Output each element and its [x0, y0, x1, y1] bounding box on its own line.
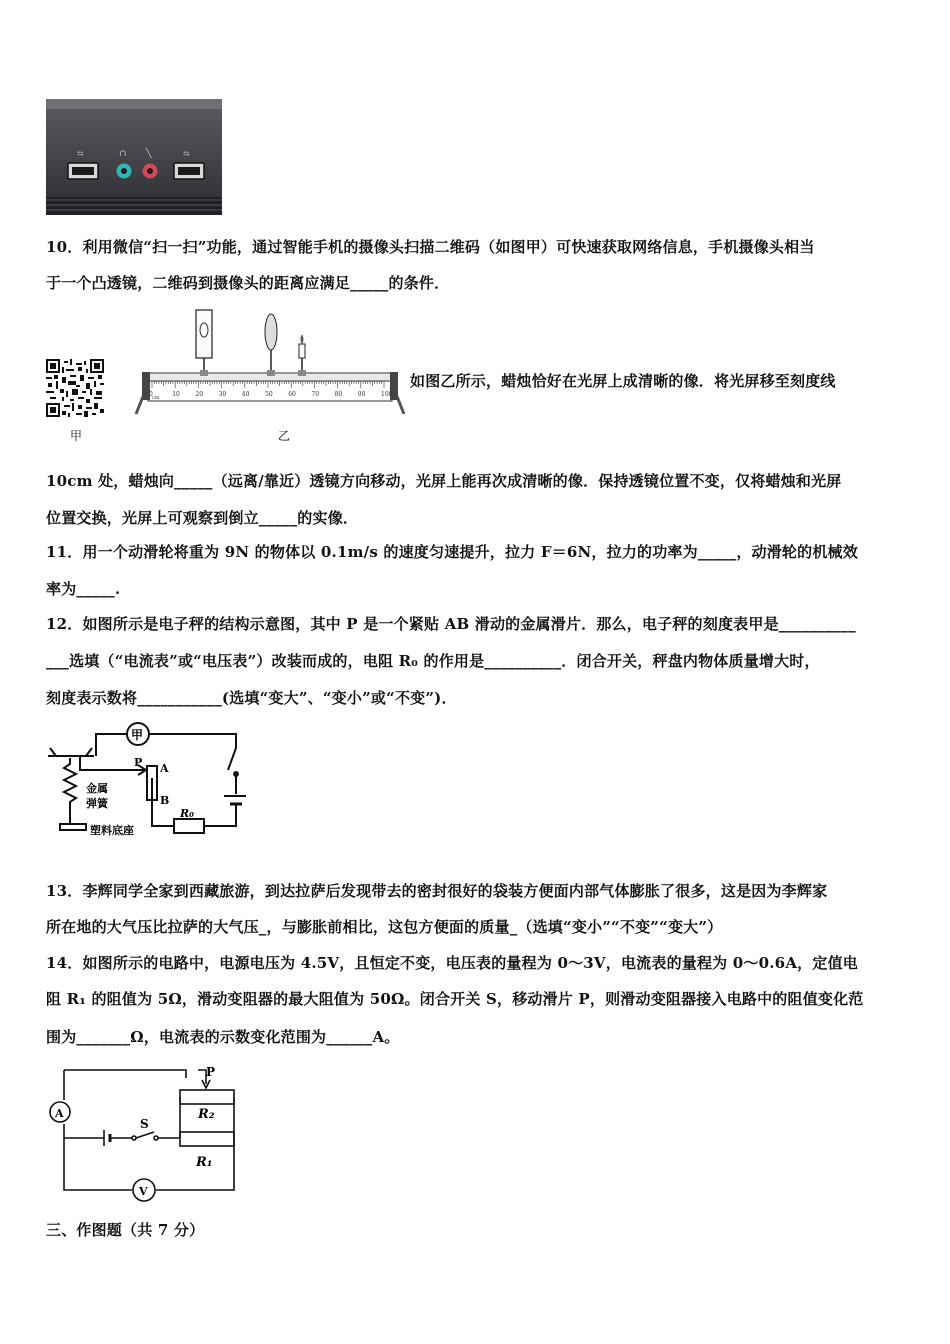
- q14-line2: 阻 R₁ 的阻值为 5Ω，滑动变阻器的最大阻值为 50Ω。闭合开关 S，移动滑片 P，则滑动变阻器接入电路中的阻值变化范: [46, 990, 864, 1008]
- q10-line4: 位置交换，光屏上可观察到倒立_____的实像．: [46, 509, 359, 527]
- label-yi: 乙: [278, 429, 291, 443]
- q11-line2: 率为_____.: [46, 580, 121, 598]
- label-p: P: [134, 756, 143, 769]
- meter-label: 甲: [131, 728, 144, 742]
- electronic-scale-diagram: [46, 720, 246, 844]
- q12-line1: 12．如图所示是电子秤的结构示意图，其中 P 是一个紧贴 AB 滑动的金属滑片．那么，电子秤的刻度表甲是__________: [46, 615, 856, 633]
- r2-label: R₂: [198, 1107, 215, 1122]
- q14-line3: 围为_______Ω，电流表的示数变化范围为______A。: [46, 1028, 400, 1046]
- q10-line1: 10．利用微信“扫一扫”功能，通过智能手机的摄像头扫描二维码（如图甲）可快速获取网络信息，手机摄像头相当: [46, 238, 815, 256]
- label-jia: 甲: [70, 429, 83, 443]
- q11-line1: 11．用一个动滑轮将重为 9N 的物体以 0.1m/s 的速度匀速提升，拉力 F＝6N，拉力的功率为_____，动滑轮的机械效: [46, 543, 858, 561]
- ruler-tick-label: 90: [357, 391, 366, 398]
- svg-text:∩: ∩: [119, 149, 127, 159]
- q13-line1: 13．李辉同学全家到西藏旅游，到达拉萨后发现带去的密封很好的袋装方便面内部气体膨胀了很多，这是因为李辉家: [46, 882, 828, 900]
- q10-line2: 于一个凸透镜，二维码到摄像头的距离应满足_____的条件．: [46, 274, 450, 292]
- r1-label: R₁: [196, 1155, 213, 1170]
- ruler-unit: cm: [152, 395, 160, 401]
- svg-text:⇆: ⇆: [77, 149, 84, 158]
- ruler-tick-label: 100: [381, 391, 393, 398]
- svg-text:⇆: ⇆: [183, 149, 190, 158]
- q10-line3: 10cm 处，蜡烛向_____（远离/靠近）透镜方向移动，光屏上能再次成清晰的像．保持透镜位置不变，仅将蜡烛和光屏: [46, 472, 842, 490]
- qr-code-figure: [46, 359, 104, 417]
- q12-line3: 刻度表示数将___________(选填“变大”、“变小”或“不变”)．: [46, 689, 457, 707]
- label-b: B: [160, 794, 170, 807]
- q13-line2: 所在地的大气压比拉萨的大气压_，与膨胀前相比，这包方便面的质量_（选填“变小”“不变”“变大”）: [46, 918, 723, 936]
- section3-title: 三、作图题（共 7 分）: [46, 1221, 205, 1239]
- switch-s-label: S: [140, 1117, 149, 1131]
- r0-label: R₀: [180, 807, 194, 820]
- ruler-tick-label: 40: [241, 391, 250, 398]
- label-a: A: [160, 762, 169, 775]
- ammeter-label: A: [55, 1107, 64, 1120]
- base-label: 塑料底座: [90, 824, 134, 837]
- circuit-diagram: [46, 1062, 240, 1206]
- spring-label-1: 金属: [86, 782, 108, 795]
- q14-line1: 14．如图所示的电路中，电源电压为 4.5V，且恒定不变，电压表的量程为 0～3V，电流表的量程为 0～0.6A，定值电: [46, 954, 858, 972]
- ruler-tick-label: 30: [218, 391, 227, 398]
- ruler-tick-label: 70: [311, 391, 320, 398]
- ruler-tick-label: 20: [195, 391, 204, 398]
- ruler-tick-label: 80: [334, 391, 343, 398]
- ruler-tick-label: 60: [288, 391, 296, 398]
- q10-side-text: 如图乙所示，蜡烛恰好在光屏上成清晰的像．将光屏移至刻度线: [410, 372, 836, 390]
- slider-p-label: P: [206, 1065, 216, 1079]
- svg-text:╲: ╲: [146, 149, 152, 159]
- q12-line2: ___选填（“电流表”或“电压表”）改装而成的，电阻 R₀ 的作用是__________．闭合开关，秤盘内物体质量增大时，: [46, 652, 820, 670]
- optical-bench-figure: [134, 306, 406, 418]
- ruler-tick-label: 50: [265, 391, 273, 398]
- voltmeter-label: V: [139, 1185, 148, 1198]
- computer-ports-photo: [46, 99, 222, 215]
- spring-label-2: 弹簧: [86, 797, 108, 810]
- ruler-tick-label: 10: [172, 391, 180, 398]
- ruler-tick-label: 0: [149, 391, 153, 398]
